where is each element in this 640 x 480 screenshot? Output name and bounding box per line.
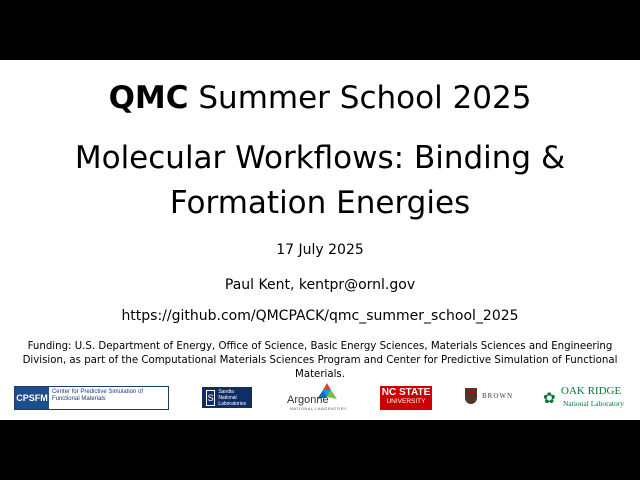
title-rest: Summer School 2025 [188, 80, 532, 116]
argonne-sub: NATIONAL LABORATORY [290, 406, 348, 411]
subtitle-line-2: Formation Energies [169, 185, 471, 221]
ncstate-line2: UNIVERSITY [386, 398, 426, 405]
ornl-line2: National Laboratory [563, 399, 625, 408]
ornl-line1: OAK RIDGE [561, 385, 622, 397]
ncstate-line1: NC STATE [381, 387, 431, 398]
presentation-date: 17 July 2025 [276, 242, 364, 258]
brown-logo [465, 386, 517, 410]
title-bold-word: QMC [108, 80, 189, 116]
slide-title [0, 80, 640, 116]
argonne-logo [287, 383, 349, 411]
slide [0, 60, 640, 420]
brown-name: BROWN [482, 392, 514, 400]
cpsfm-logo [14, 386, 169, 410]
sandia-logo [202, 387, 252, 408]
sandia-mark-icon: S [206, 390, 215, 406]
cpsfm-text: Center for Predictive Simulation of Functional Materials [51, 389, 144, 402]
brown-shield-icon [465, 388, 477, 404]
ncstate-logo [380, 386, 432, 410]
ornl-leaf-icon: ✿ [543, 390, 556, 407]
sponsor-logos [0, 383, 640, 413]
ornl-logo [543, 385, 628, 411]
cpsfm-abbr: CPSFM [15, 387, 49, 409]
argonne-name: Argonne [287, 394, 329, 406]
funding-statement: Funding: U.S. Department of Energy, Office of Science, Basic Energy Sciences, Materials Sciences and Engineering Division, as part of the Computational Materials Sciences Program and Center for Predictive Simulation of Functional Materials. [22, 341, 618, 380]
author-contact: Paul Kent, kentpr@ornl.gov [224, 277, 416, 293]
repository-url[interactable]: https://github.com/QMCPACK/qmc_summer_school_2025 [121, 308, 519, 324]
sandia-text: Sandia National Laboratories [218, 388, 247, 407]
subtitle-line-1: Molecular Workflows: Binding & [74, 140, 566, 176]
